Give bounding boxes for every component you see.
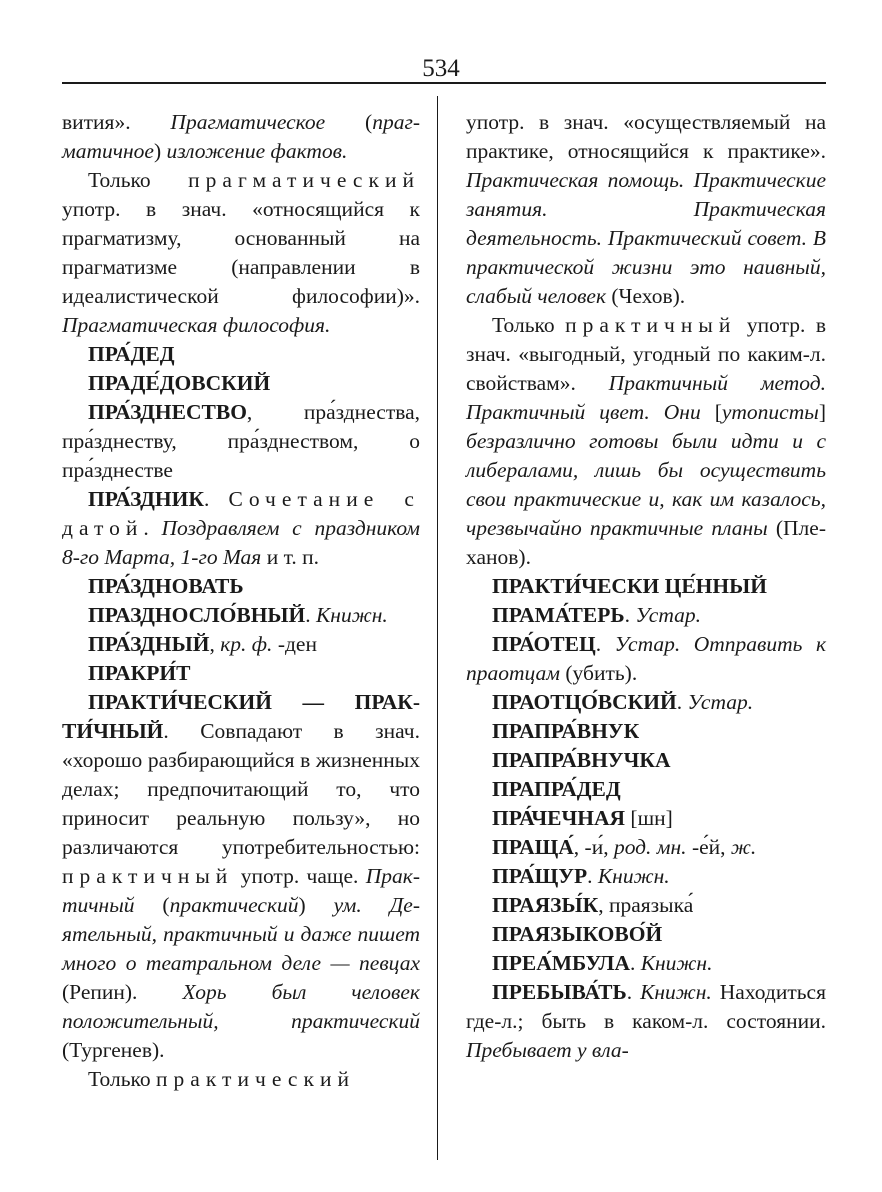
definition-text: . [629, 951, 641, 975]
definition-text: . [624, 603, 636, 627]
dictionary-entry [62, 572, 420, 601]
example-text: род. мн. [613, 835, 687, 859]
definition-text: (Тургенев). [62, 1038, 165, 1062]
headword: ПРАЯЗЫ́К [492, 893, 599, 917]
dictionary-entry [62, 369, 420, 398]
headword: ПРАЗДНОСЛО́ВНЫЙ [88, 603, 306, 627]
definition-text: -е́й, [686, 835, 731, 859]
definition-text: (Плеханов). [466, 516, 826, 569]
header-rule [62, 82, 826, 84]
definition-text: , праязыка́ [598, 893, 694, 917]
headword: ПРА́ЗДНЫЙ [88, 632, 210, 656]
example-text: прагматичное [62, 110, 420, 163]
example-text: Книжн. [640, 980, 712, 1004]
example-text: Поздравляем с праздником 8-го Марта, 1-го Мая [62, 516, 421, 569]
dictionary-entry [466, 717, 826, 746]
example-text: Прагматическое [170, 110, 326, 134]
definition-text: ( [134, 893, 170, 917]
definition-text: (убить). [560, 661, 638, 685]
headword: ПРАПРА́ВНУЧКА [492, 748, 671, 772]
definition-text: Только [88, 168, 189, 192]
dictionary-entry [62, 688, 420, 1065]
definition-text: . [143, 516, 162, 540]
definition-text: Находиться где-л.; быть в каком-л. состоянии. [466, 980, 826, 1033]
definition-text: . [595, 632, 615, 656]
headword: ПРЕБЫВА́ТЬ [492, 980, 627, 1004]
headword: ПРА́ЗДНЕСТВО [88, 400, 247, 424]
example-text: Устар. Отправить к праотцам [466, 632, 826, 685]
dictionary-entry [466, 688, 826, 717]
example-text: Книжн. [316, 603, 388, 627]
definition-text: (Чехов). [606, 284, 686, 308]
dictionary-entry [466, 630, 826, 688]
headword: ПРЕА́МБУЛА [492, 951, 630, 975]
headword: ПРАДЕ́ДОВСКИЙ [88, 371, 271, 395]
dictionary-entry [466, 311, 826, 572]
definition-text: Только [492, 313, 566, 337]
definition-text: . [587, 864, 598, 888]
dictionary-entry [62, 630, 420, 659]
example-text: практический [169, 893, 299, 917]
headword: ПРАПРА́ВНУК [492, 719, 640, 743]
dictionary-entry [466, 978, 826, 1065]
definition-text: . Совпадают в знач. «хорошо разбирающийся в жизненных делах; предпочитающий то, что приносит реальную пользу», но различаются употребительностью: [62, 719, 420, 859]
dictionary-entry [62, 166, 420, 340]
dictionary-entry [62, 485, 420, 572]
definition-text: . [203, 487, 229, 511]
example-text: Книжн. [640, 951, 713, 975]
example-text: Практическая помощь. Практические занятия. Практическая деятельность. Практический совет. В практической жизни это наивный, слабый человек [466, 168, 826, 308]
example-text: кр. ф. [220, 632, 273, 656]
definition-text: . [676, 690, 688, 714]
example-text: Практичный [62, 864, 420, 917]
definition-text: употр. в знач. «относящийся к прагматизму, основанный на прагматизме (направлении в идеалистической философии)». [62, 197, 420, 308]
right-column [466, 108, 826, 1065]
dictionary-entry [466, 862, 826, 891]
example-text: ум. Деятельный, практичный и даже пишет много о театральном деле — певцах [62, 893, 420, 975]
headword: ПРА́ЗДНИК [88, 487, 204, 511]
headword: ПРАЩА́ [492, 835, 574, 859]
example-text: изложение фактов. [166, 139, 348, 163]
dictionary-entry [62, 659, 420, 688]
example-text: безразлично готовы были идти и с либералами, лишь бы осуществить свои практические и, как им казалось, чрезвычайно практичные планы [466, 429, 826, 540]
dictionary-entry [466, 108, 826, 311]
headword: ПРА́ЗДНОВАТЬ [88, 574, 244, 598]
definition-text: употр. в знач. «осуществляемый на практике, относящийся к практике». [466, 110, 826, 163]
headword: ПРАКТИ́ЧЕСКИЙ — ПРАКТИ́ЧНЫЙ [62, 690, 420, 743]
definition-text: . [626, 980, 641, 1004]
dictionary-entry [62, 1065, 420, 1094]
definition-text: и т. п. [261, 545, 319, 569]
headword: ПРА́ЧЕЧНАЯ [492, 806, 626, 830]
definition-text: . [305, 603, 317, 627]
dictionary-entry [466, 804, 826, 833]
headword: ПРАОТЦО́ВСКИЙ [492, 690, 677, 714]
column-divider [437, 96, 438, 1160]
definition-text: практический [156, 1067, 355, 1091]
dictionary-entry [466, 601, 826, 630]
definition-text: употр. чаще. [233, 864, 366, 888]
definition-text: ] [818, 400, 826, 424]
example-text: Пребывает у вла- [466, 1038, 629, 1062]
definition-text: [ [700, 400, 722, 424]
dictionary-entry [62, 601, 420, 630]
headword: ПРАКТИ́ЧЕСКИ ЦЕ́ННЫЙ [492, 574, 767, 598]
definition-text: , -и́, [573, 835, 614, 859]
left-column [62, 108, 420, 1094]
definition-text: прагматический [188, 168, 420, 192]
definition-text: (Репин). [62, 980, 183, 1004]
definition-text: вития». [62, 110, 171, 134]
definition-text: ) [298, 893, 334, 917]
dictionary-entry [466, 572, 826, 601]
dictionary-entry [62, 398, 420, 485]
definition-text: практичный [62, 864, 234, 888]
dictionary-entry [466, 746, 826, 775]
example-text: Книжн. [597, 864, 670, 888]
headword: ПРАЯЗЫКОВО́Й [492, 922, 663, 946]
headword: ПРАМА́ТЕРЬ [492, 603, 625, 627]
definition-text: Сочетание с датой [62, 487, 420, 540]
example-text: Практичный метод. Практичный цвет. Они [466, 371, 826, 424]
dictionary-entry [466, 833, 826, 862]
dictionary-entry [62, 340, 420, 369]
definition-text: , [209, 632, 221, 656]
dictionary-entry [466, 949, 826, 978]
headword: ПРАКРИ́Т [88, 661, 191, 685]
definition-text: практичный [565, 313, 737, 337]
definition-text: ( [325, 110, 373, 134]
headword: ПРА́ДЕД [88, 342, 175, 366]
headword: ПРА́ОТЕЦ [492, 632, 596, 656]
dictionary-entry [466, 891, 826, 920]
headword: ПРАПРА́ДЕД [492, 777, 621, 801]
definition-text: ) [153, 139, 167, 163]
dictionary-entry [466, 775, 826, 804]
example-text: утописты [721, 400, 819, 424]
example-text: Прагматическая философия. [62, 313, 331, 337]
definition-text: , пра́зднества, пра́зднеству, пра́зднеством, о пра́зднестве [62, 400, 420, 482]
dictionary-entry [466, 920, 826, 949]
definition-text: [шн] [625, 806, 673, 830]
dictionary-entry [62, 108, 420, 166]
page-number: 534 [422, 55, 460, 82]
definition-text: употр. в знач. «выгодный, угодный по каким-л. свойствам». [466, 313, 826, 395]
headword: ПРА́ЩУР [492, 864, 588, 888]
definition-text: Только [88, 1067, 156, 1091]
example-text: ж. [730, 835, 757, 859]
example-text: Устар. [687, 690, 754, 714]
example-text: Хорь был человек положительный, практический [62, 980, 420, 1033]
example-text: Устар. [635, 603, 702, 627]
definition-text: -ден [272, 632, 317, 656]
